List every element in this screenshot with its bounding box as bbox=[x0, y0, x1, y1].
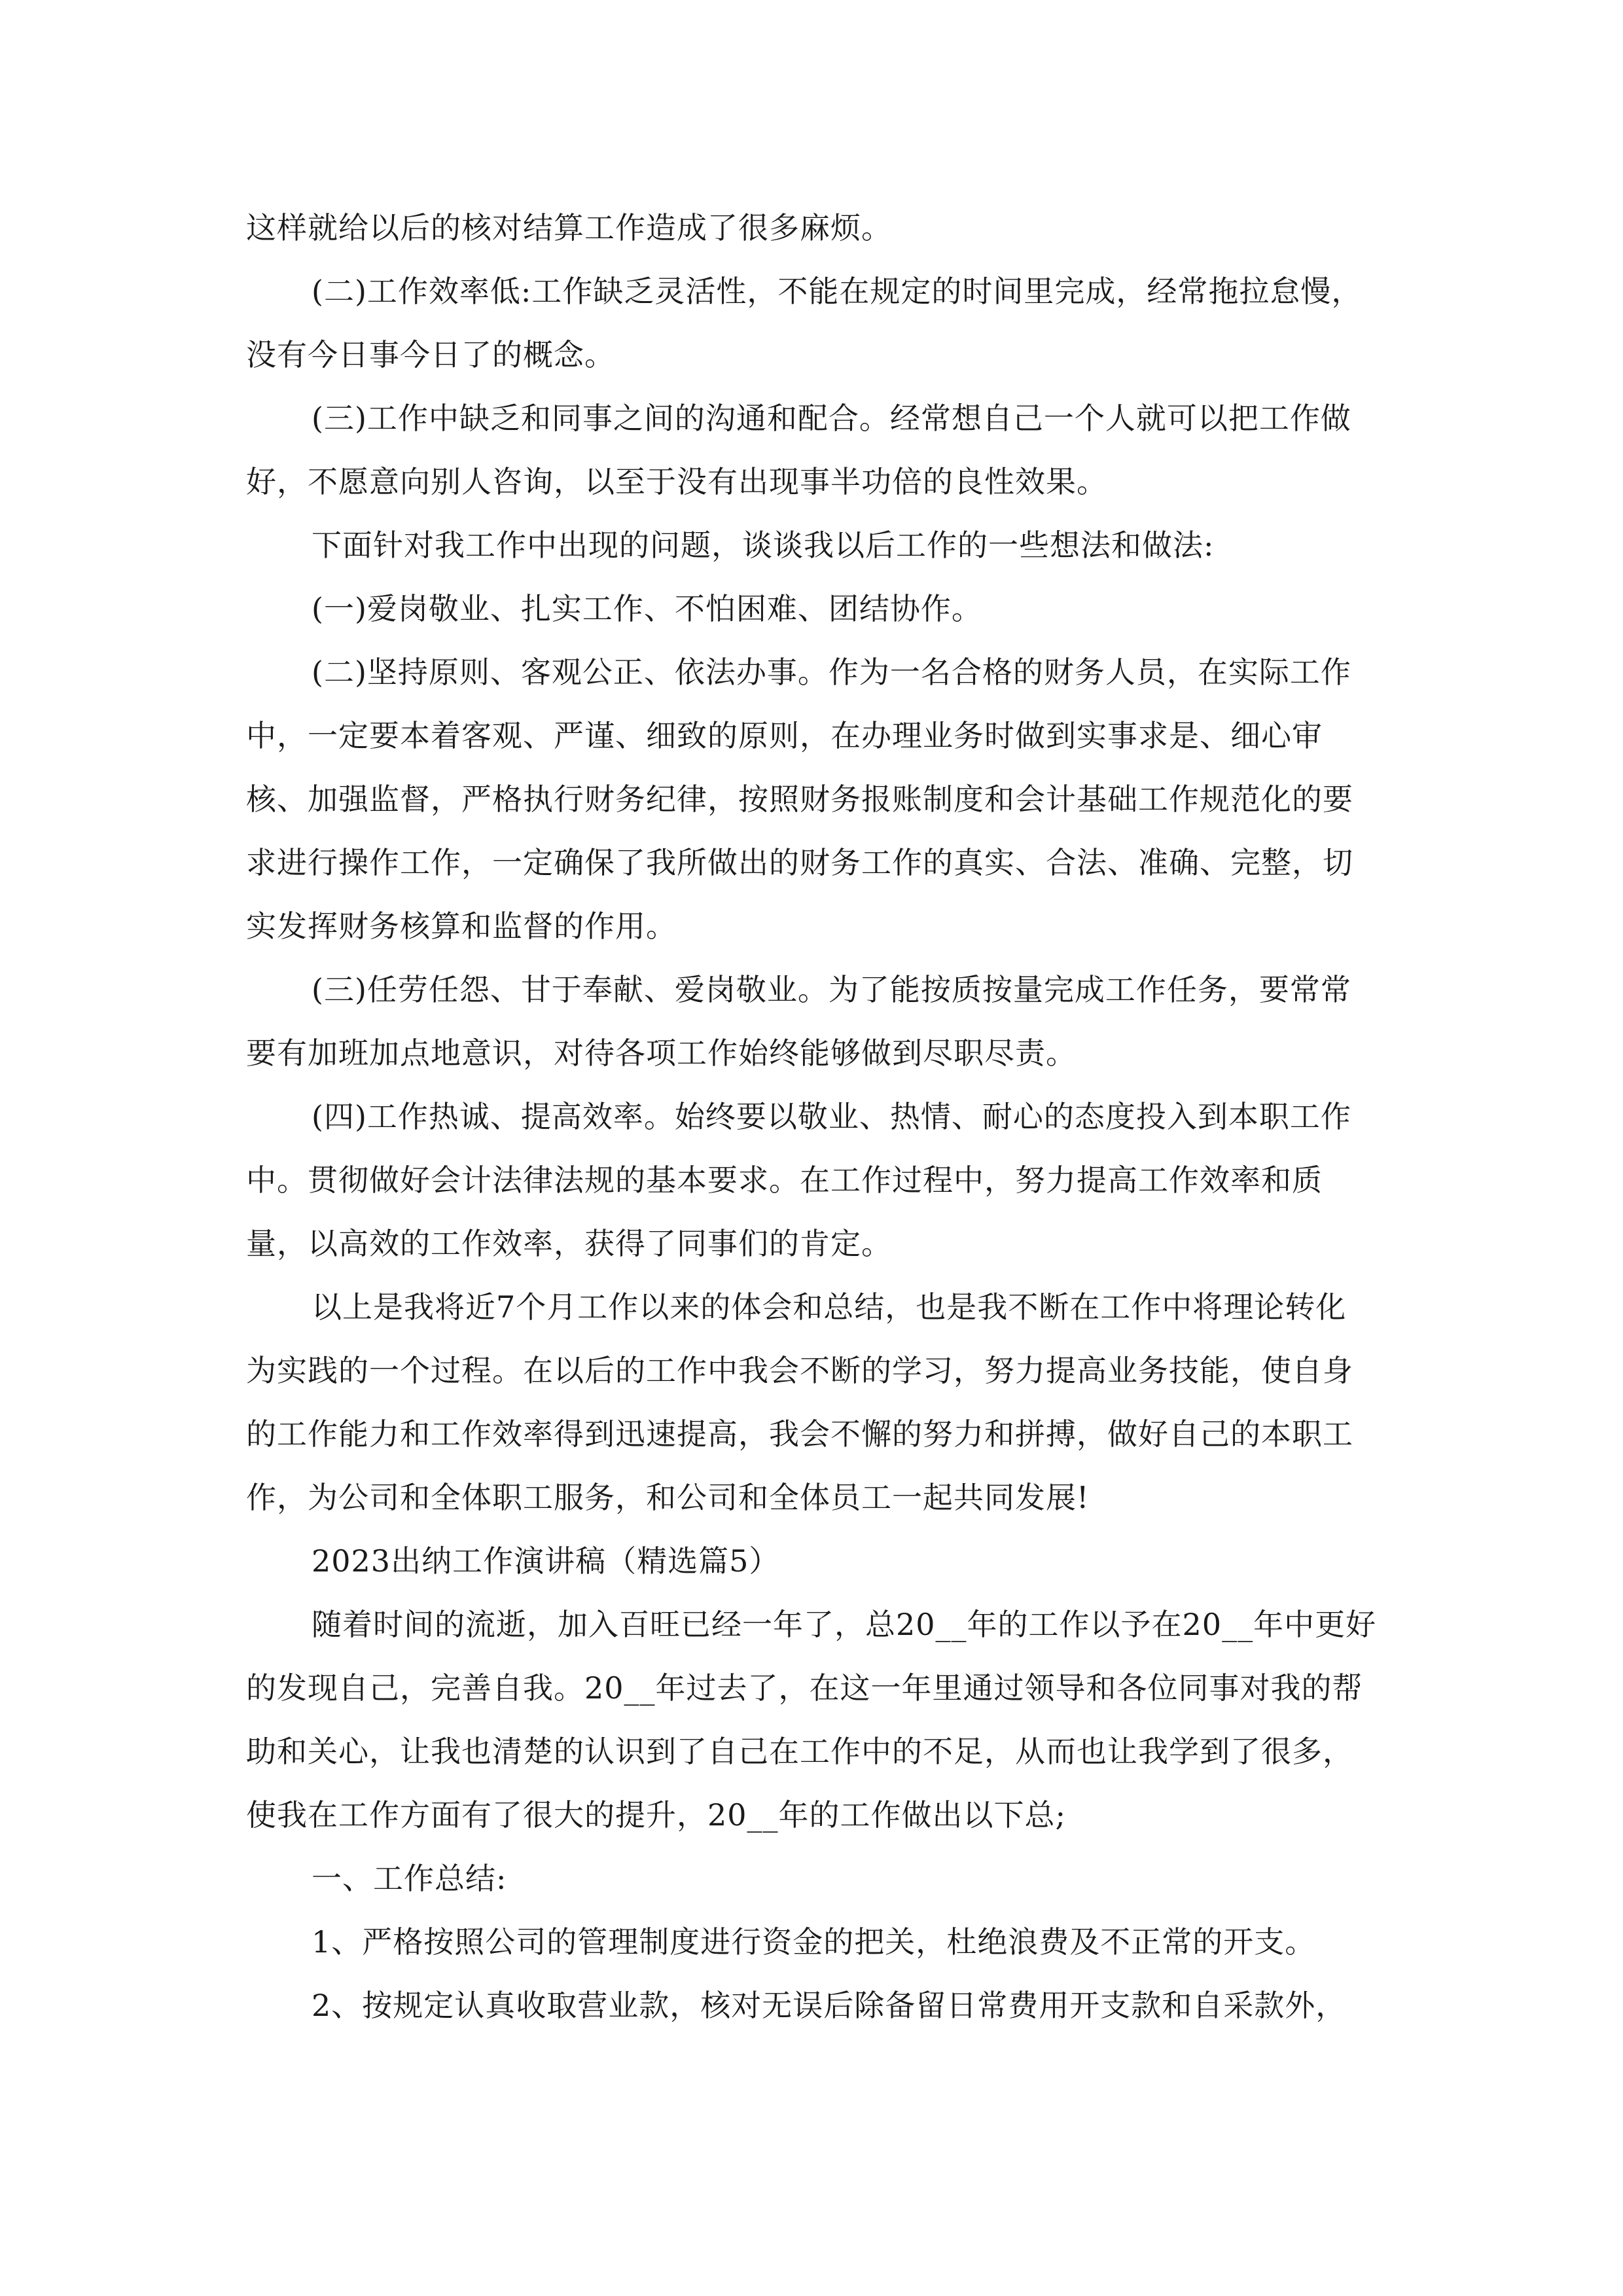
subheading-work-summary: 一、工作总结: bbox=[312, 1861, 507, 1896]
document-body bbox=[246, 196, 1377, 2037]
paragraph-2: (二)工作效率低:工作缺乏灵活性，不能在规定的时间里完成，经常拖拉怠慢，没有今日事今日了的概念。 bbox=[246, 274, 1363, 372]
paragraph-4: 下面针对我工作中出现的问题，谈谈我以后工作的一些想法和做法: bbox=[312, 528, 1215, 563]
paragraph-8: (四)工作热诚、提高效率。始终要以敬业、热情、耐心的态度投入到本职工作中。贯彻做好会计法律法规的基本要求。在工作过程中，努力提高工作效率和质量，以高效的工作效率，获得了同事们的肯定。 bbox=[246, 1099, 1351, 1261]
paragraph-11: 随着时间的流逝，加入百旺已经一年了，总20__年的工作以予在20__年中更好的发现自己，完善自我。20__年过去了，在这一年里通过领导和各位同事对我的帮助和关心，让我也清楚的认识到了自己在工作中的不足，从而也让我学到了很多，使我在工作方面有了很大的提升，20__年的工作做出以下总; bbox=[246, 1607, 1377, 1833]
paragraph-6: (二)坚持原则、客观公正、依法办事。作为一名合格的财务人员，在实际工作中，一定要本着客观、严谨、细致的原则，在办理业务时做到实事求是、细心审核、加强监督，严格执行财务纪律，按照财务报账制度和会计基础工作规范化的要求进行操作工作，一定确保了我所做出的财务工作的真实、合法、准确、完整，切实发挥财务核算和监督的作用。 bbox=[246, 655, 1353, 944]
list-item-1: 1、严格按照公司的管理制度进行资金的把关，杜绝浪费及不正常的开支。 bbox=[312, 1924, 1316, 1960]
paragraph-1: 这样就给以后的核对结算工作造成了很多麻烦。 bbox=[246, 210, 892, 245]
paragraph-9: 以上是我将近7个月工作以来的体会和总结，也是我不断在工作中将理论转化为实践的一个过程。在以后的工作中我会不断的学习，努力提高业务技能，使自身的工作能力和工作效率得到迅速提高，我会不懈的努力和拼搏，做好自己的本职工作，为公司和全体职工服务，和公司和全体员工一起共同发展! bbox=[246, 1289, 1353, 1515]
paragraph-5: (一)爱岗敬业、扎实工作、不怕困难、团结协作。 bbox=[312, 591, 982, 626]
list-item-2: 2、按规定认真收取营业款，核对无误后除备留日常费用开支款和自采款外， bbox=[312, 1988, 1347, 2023]
section-heading: 2023出纳工作演讲稿（精选篇5） bbox=[312, 1543, 780, 1579]
paragraph-7: (三)任劳任怨、甘于奉献、爱岗敬业。为了能按质按量完成工作任务，要常常要有加班加点地意识，对待各项工作始终能够做到尽职尽责。 bbox=[246, 972, 1351, 1071]
paragraph-3: (三)工作中缺乏和同事之间的沟通和配合。经常想自己一个人就可以把工作做好，不愿意向别人咨询，以至于没有出现事半功倍的良性效果。 bbox=[246, 401, 1351, 499]
